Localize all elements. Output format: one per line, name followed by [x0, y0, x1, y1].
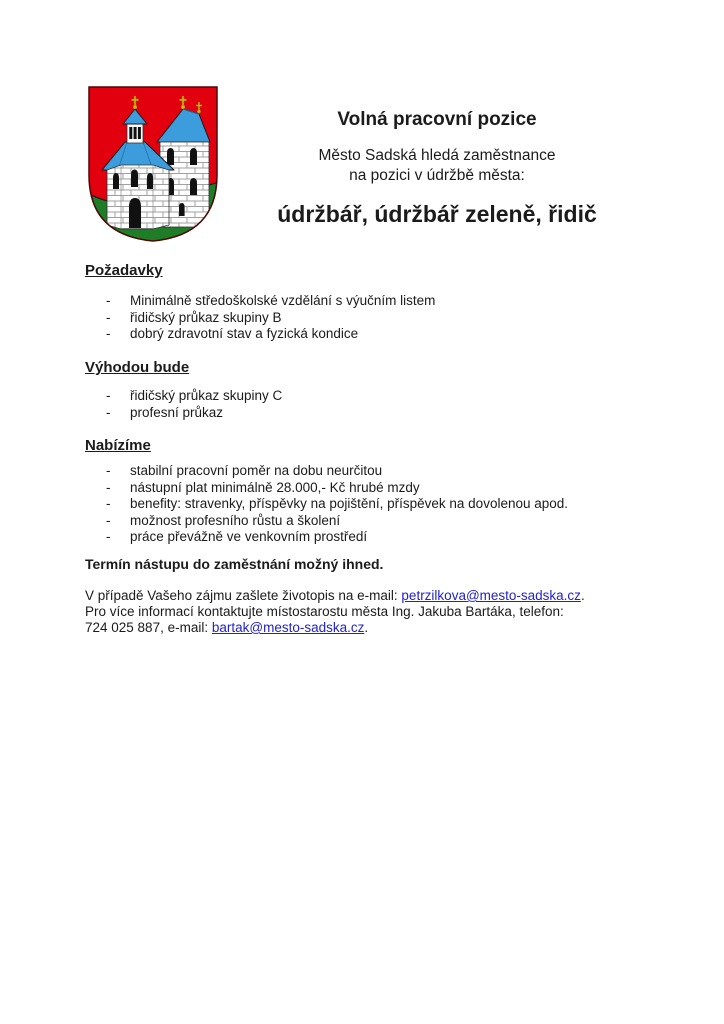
contact-line-1-text: V případě Vašeho zájmu zašlete životopis na e-mail:	[85, 588, 402, 603]
subtitle-line-1: Město Sadská hledá zaměstnance	[318, 147, 556, 164]
start-date-note: Termín nástupu do zaměstnání možný ihned.	[85, 556, 384, 572]
bullet-dash: -	[106, 512, 111, 528]
contact-line-1-period: .	[580, 588, 585, 603]
list-item	[85, 310, 645, 327]
email-link-bartak[interactable]: bartak@mesto-sadska.cz	[211, 620, 365, 635]
list-item-text: práce převážně ve venkovním prostředí	[130, 529, 368, 544]
subtitle-line-2: na pozici v údržbě města:	[349, 167, 525, 184]
contact-line-3	[85, 620, 645, 636]
list-item-text: možnost profesního růstu a školení	[130, 512, 341, 528]
list-item	[85, 293, 645, 310]
bullet-dash: -	[106, 309, 111, 325]
email-link-petrzilkova[interactable]: petrzilkova@mesto-sadska.cz	[401, 588, 581, 603]
list-item-text: nástupní plat minimálně 28.000,- Kč hrubé mzdy	[130, 479, 420, 495]
contact-line-3-period: .	[364, 620, 369, 635]
list-item-text: stabilní pracovní poměr na dobu neurčitou	[130, 463, 383, 478]
list-item-text: Minimálně středoškolské vzdělání s výučním listem	[130, 293, 436, 308]
list-item	[85, 529, 645, 546]
contact-line-3-text: 724 025 887, e-mail:	[85, 620, 212, 635]
list-item-text: dobrý zdravotní stav a fyzická kondice	[130, 326, 359, 341]
list-item	[85, 496, 645, 513]
list-item-text: profesní průkaz	[130, 404, 224, 420]
list-item-text: benefity: stravenky, příspěvky na pojištění, příspěvek na dovolenou apod.	[130, 496, 569, 511]
chapel-door	[129, 198, 141, 228]
coat-of-arms-icon	[87, 85, 219, 243]
list-item	[85, 388, 645, 405]
bullet-dash: -	[106, 479, 111, 495]
bullet-dash: -	[106, 388, 111, 403]
section-heading-vyhodou-bude: Výhodou bude	[85, 359, 190, 376]
bullet-dash: -	[106, 496, 111, 511]
bullet-dash: -	[106, 293, 111, 308]
bullet-dash: -	[106, 529, 111, 544]
section-heading-pozadavky: Požadavky	[85, 262, 163, 279]
requirements-list	[85, 293, 645, 343]
list-item	[85, 405, 645, 422]
contact-line-1	[85, 588, 645, 604]
list-item	[85, 463, 645, 480]
list-item	[85, 326, 645, 343]
list-item	[85, 480, 645, 497]
bullet-dash: -	[106, 326, 111, 341]
list-item-text: řidičský průkaz skupiny B	[130, 309, 282, 325]
sadska-coat-of-arms	[87, 85, 219, 243]
position-titles: údržbář, údržbář zeleně, řidič	[277, 201, 597, 227]
page-title: Volná pracovní pozice	[337, 109, 537, 130]
list-item-text: řidičský průkaz skupiny C	[130, 388, 283, 403]
section-heading-nabizime: Nabízíme	[85, 437, 151, 454]
contact-paragraph	[85, 588, 645, 636]
bullet-dash: -	[106, 463, 111, 478]
list-item	[85, 513, 645, 530]
offer-list	[85, 463, 645, 546]
bullet-dash: -	[106, 404, 111, 420]
advantages-list	[85, 388, 645, 421]
subtitle	[237, 146, 637, 186]
contact-line-2: Pro více informací kontaktujte místostarostu města Ing. Jakuba Bartáka, telefon:	[85, 604, 564, 619]
